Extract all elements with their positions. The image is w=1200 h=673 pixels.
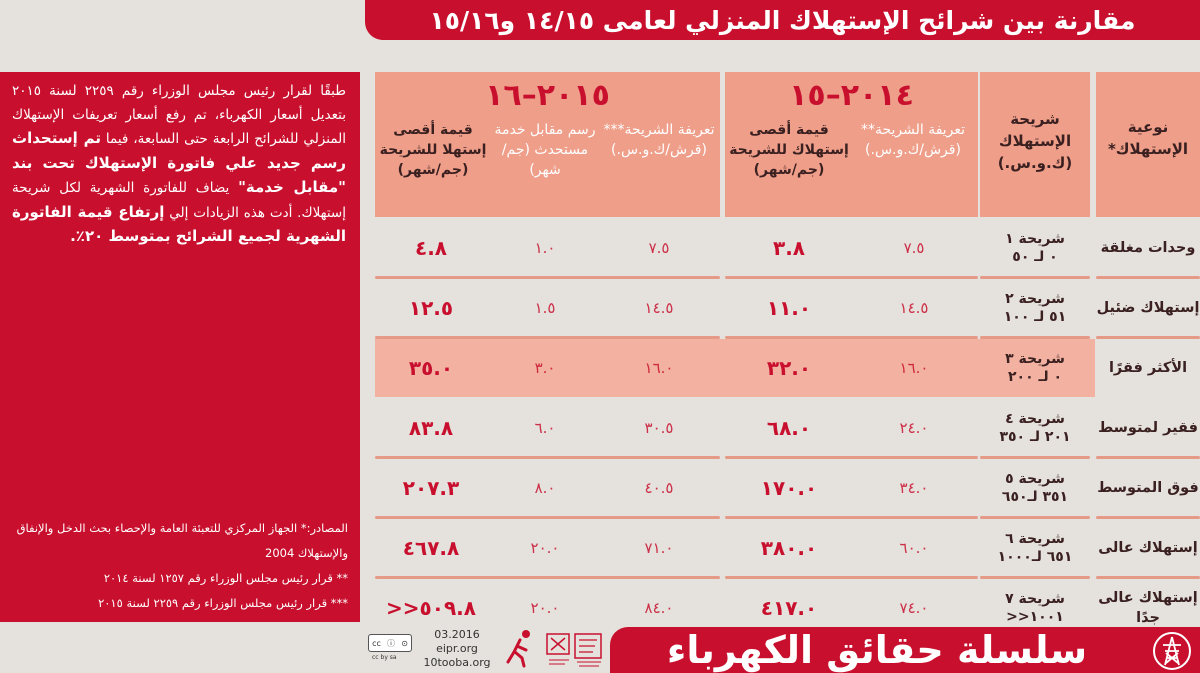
header-type-label: نوعية الإستهلاك* <box>1107 118 1189 158</box>
cell-type-text: وحدات مغلقة <box>1100 240 1196 256</box>
cell-segment <box>980 279 1090 337</box>
cell-segment-range: ٣٥١ لـ٦٥٠ <box>1001 489 1069 505</box>
cell-tariff-2016 <box>603 459 715 517</box>
cell-segment-name: شريحة ٣ <box>1005 351 1065 367</box>
cell-segment <box>980 399 1090 457</box>
cc-license-label: cc by sa <box>372 654 397 661</box>
credits-site-tooba: 10tooba.org <box>423 656 491 669</box>
cell-segment <box>980 339 1090 397</box>
cell-tariff-2015-value: ٦٠.٠ <box>899 539 929 557</box>
cell-segment <box>980 459 1090 517</box>
cell-tariff-2016-value: ٧.٥ <box>648 239 670 257</box>
header-group-2016 <box>375 72 720 217</box>
cell-tariff-2015-value: ٢٤.٠ <box>899 419 929 437</box>
cell-tariff-2016 <box>603 219 715 277</box>
cell-tariff-2016 <box>603 399 715 457</box>
cell-tariff-2016-value: ٧١.٠ <box>644 539 674 557</box>
credits-site-eipr: eipr.org <box>436 642 478 655</box>
cell-max-2015-value: ٣٢.٠ <box>766 356 812 380</box>
series-title: سلسلة حقائق الكهرباء <box>666 628 1088 672</box>
cell-tariff-2016 <box>603 339 715 397</box>
cell-service-2016 <box>490 279 600 337</box>
cell-max-2016 <box>376 459 486 517</box>
cell-tariff-2016 <box>603 519 715 577</box>
cell-tariff-2015 <box>853 219 975 277</box>
cell-segment-name: شريحة ١ <box>1005 231 1065 247</box>
cell-max-2015 <box>728 459 850 517</box>
group-title-2016: ٢٠١٥–١٦ <box>485 78 610 113</box>
cell-tariff-2015 <box>853 459 975 517</box>
cell-max-2016-value: ٨٣.٨ <box>408 416 454 440</box>
cell-max-2015-value: ١٧٠.٠ <box>760 476 818 500</box>
cell-max-2015 <box>728 519 850 577</box>
cell-segment-range: ٠ لـ ٢٠٠ <box>1008 369 1062 385</box>
cell-tariff-2016-value: ٨٤.٠ <box>644 599 674 617</box>
cell-service-2016-value: ٦.٠ <box>534 419 556 437</box>
header-tariff-2016: تعريفة الشريحة*** (قرش/ك.و.س.) <box>603 122 715 158</box>
cell-max-2016 <box>376 279 486 337</box>
table-row <box>368 459 1200 517</box>
table-row <box>368 399 1200 457</box>
credits-date: 03.2016 <box>434 628 480 641</box>
cell-segment-name: شريحة ٧ <box>1005 591 1065 607</box>
cell-type <box>1096 279 1200 337</box>
cell-type <box>1096 519 1200 577</box>
page-title: مقارنة بين شرائح الإستهلاك المنزلي لعامى ١٤/١٥ و١٥/١٦ <box>429 5 1136 35</box>
cell-service-2016-value: ١.٠ <box>534 239 556 257</box>
header-group-2015 <box>725 72 978 217</box>
cell-max-2015-value: ١١.٠ <box>766 296 812 320</box>
info-bold-2: إرتفاع قيمة الفاتورة الشهرية لجميع الشرائح بمتوسط ٢٠٪. <box>12 202 346 245</box>
cell-max-2015-value: ٤١٧.٠ <box>760 596 818 620</box>
cell-tariff-2016 <box>603 279 715 337</box>
table-row <box>368 279 1200 337</box>
header-segment-label: شريحة الإستهلاك (ك.و.س.) <box>997 110 1073 172</box>
header-type <box>1096 72 1200 217</box>
cell-max-2016-value: ٤٦٧.٨ <box>402 536 460 560</box>
cell-service-2016 <box>490 339 600 397</box>
cell-max-2015 <box>728 219 850 277</box>
cell-type-text: فقير لمتوسط <box>1098 420 1198 436</box>
cell-max-2016-value: ٥٠٩.٨<< <box>386 596 476 620</box>
table-row <box>368 339 1200 397</box>
cell-segment-range: ١٠٠١<< <box>1006 609 1064 625</box>
cell-service-2016 <box>490 399 600 457</box>
cell-max-2015-value: ٦٨.٠ <box>766 416 812 440</box>
header-service-2016: رسم مقابل خدمة مستحدث (جم/شهر) <box>494 122 596 178</box>
cell-max-2016 <box>376 339 486 397</box>
cell-tariff-2015-value: ٧.٥ <box>903 239 925 257</box>
cell-service-2016-value: ٢٠.٠ <box>530 539 560 557</box>
cell-service-2016 <box>490 219 600 277</box>
info-paragraph <box>12 80 346 250</box>
table-row <box>368 219 1200 277</box>
cell-tariff-2016-value: ٤٠.٥ <box>644 479 674 497</box>
source-line: ** قرار رئيس مجلس الوزراء رقم ١٢٥٧ لسنة ٢٠١٤ <box>103 571 348 585</box>
cell-tariff-2015 <box>853 339 975 397</box>
cell-service-2016 <box>490 459 600 517</box>
cell-max-2015-value: ٣٨٠.٠ <box>760 536 818 560</box>
source-line: *** قرار رئيس مجلس الوزراء رقم ٢٢٥٩ لسنة ٢٠١٥ <box>98 596 348 610</box>
cell-service-2016-value: ٨.٠ <box>534 479 556 497</box>
cell-segment-name: شريحة ٥ <box>1005 471 1065 487</box>
cell-tariff-2016-value: ٣٠.٥ <box>644 419 674 437</box>
cell-segment <box>980 519 1090 577</box>
cell-tariff-2015 <box>853 519 975 577</box>
cell-tariff-2015 <box>853 279 975 337</box>
header-segment <box>980 72 1090 217</box>
cell-segment-range: ٥١ لـ ١٠٠ <box>1003 309 1067 325</box>
cell-segment-name: شريحة ٦ <box>1005 531 1065 547</box>
cell-segment-range: ٠ لـ ٥٠ <box>1012 249 1058 265</box>
cell-segment-range: ٢٠١ لـ ٣٥٠ <box>999 429 1071 445</box>
cell-tariff-2015 <box>853 399 975 457</box>
cell-type-text: إستهلاك ضئيل <box>1096 300 1200 316</box>
title-bar <box>365 0 1200 40</box>
cell-service-2016-value: ٢٠.٠ <box>530 599 560 617</box>
cell-max-2016-value: ٢٠٧.٣ <box>402 476 460 500</box>
cell-segment-range: ٦٥١ لـ١٠٠٠ <box>997 549 1073 565</box>
header-tariff-2015: تعريفة الشريحة** (قرش/ك.و.س.) <box>860 122 966 158</box>
group-title-2015: ٢٠١٤–١٥ <box>789 78 914 113</box>
info-text-1: طبقًا لقرار رئيس مجلس الوزراء رقم ٢٢٥٩ لسنة ٢٠١٥ بتعديل أسعار الكهرباء، تم رفع أسعار تعريفات الإستهلاك المنزلي للشرائح الرابعة حتى السابعة، فيما <box>12 83 346 147</box>
cell-max-2015 <box>728 399 850 457</box>
cell-tariff-2015-value: ١٤.٥ <box>899 299 929 317</box>
cell-segment-name: شريحة ٢ <box>1005 291 1065 307</box>
cell-max-2016-value: ٣٥.٠ <box>408 356 454 380</box>
credits <box>422 628 492 670</box>
cell-max-2016-value: ٤.٨ <box>415 236 448 260</box>
source-line: المصادر:* الجهاز المركزي للتعبئة العامة والإحصاء بحث الدخل والإنفاق والإستهلاك 2004 <box>16 521 348 560</box>
cell-type-text: إستهلاك عالى <box>1098 540 1198 556</box>
cell-max-2016-value: ١٢.٥ <box>408 296 454 320</box>
cell-max-2016 <box>376 519 486 577</box>
header-max-2015: قيمة أقصى إستهلاك للشريحة (جم/شهر) <box>729 122 849 178</box>
info-bold-1: تم إستحداث رسم جديد علي فاتورة الإستهلاك تحت بند "مقابل خدمة" <box>12 129 346 196</box>
power-tower-icon <box>1152 631 1192 671</box>
cell-max-2015 <box>728 339 850 397</box>
cell-max-2016 <box>376 399 486 457</box>
cell-type <box>1096 219 1200 277</box>
cell-tariff-2015-value: ٧٤.٠ <box>899 599 929 617</box>
cell-tariff-2016-value: ١٤.٥ <box>644 299 674 317</box>
header-max-2016: قيمة أقصى إستهلا للشريحة (جم/شهر) <box>379 122 487 178</box>
cc-license-icon: cc ⓘ ⊙ <box>368 634 412 652</box>
comparison-table <box>368 72 1200 626</box>
cell-tariff-2015-value: ١٦.٠ <box>899 359 929 377</box>
table-row <box>368 519 1200 577</box>
cell-segment-name: شريحة ٤ <box>1005 411 1065 427</box>
cell-max-2015-value: ٣.٨ <box>773 236 806 260</box>
cell-segment <box>980 219 1090 277</box>
cell-service-2016 <box>490 519 600 577</box>
info-text-2: يضاف للفاتورة الشهرية لكل شريحة إستهلاك. أدت هذه الزيادات إلي <box>12 180 346 221</box>
cell-tariff-2016-value: ١٦.٠ <box>644 359 674 377</box>
eipr-runner-logo-icon <box>500 628 540 668</box>
cell-max-2016 <box>376 219 486 277</box>
cell-type-text: إستهلاك عالى جدًا <box>1098 590 1198 626</box>
cell-tariff-2015-value: ٣٤.٠ <box>899 479 929 497</box>
cell-max-2015 <box>728 279 850 337</box>
eipr-logo-icon <box>545 628 605 670</box>
cell-type-text: فوق المتوسط <box>1097 480 1199 496</box>
cell-service-2016-value: ١.٥ <box>534 299 556 317</box>
cell-type <box>1096 399 1200 457</box>
cell-service-2016-value: ٣.٠ <box>534 359 556 377</box>
footer-bar <box>610 627 1200 673</box>
cell-type <box>1096 459 1200 517</box>
cell-type <box>1096 339 1200 397</box>
cell-type-text: الأكثر فقرًا <box>1108 360 1188 376</box>
sources <box>10 516 348 616</box>
info-panel <box>0 72 360 622</box>
